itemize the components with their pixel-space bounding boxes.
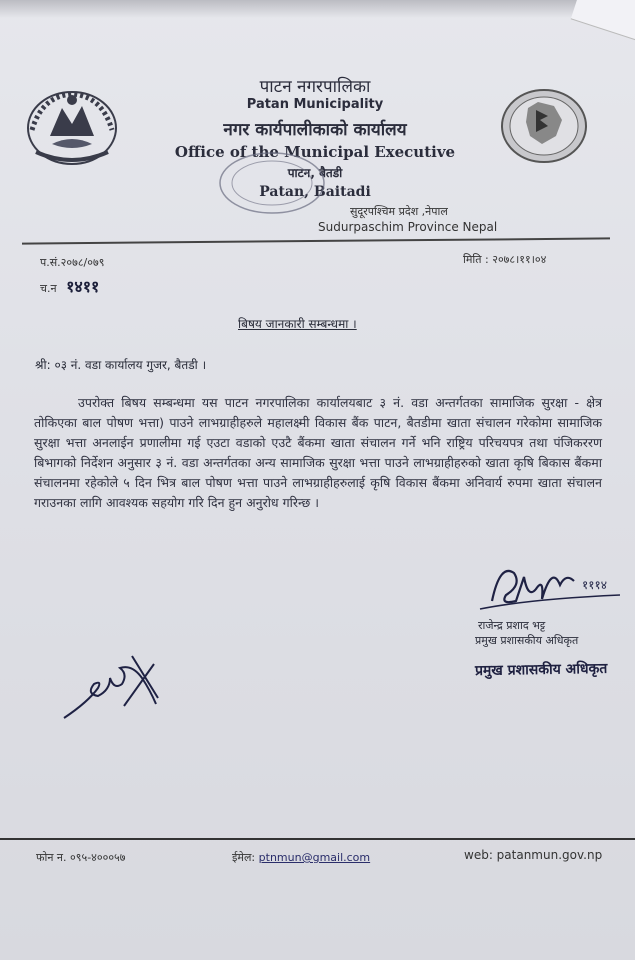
signature bbox=[470, 555, 620, 625]
place-en: Patan, Baitadi bbox=[259, 184, 371, 200]
letter-date: मिति : २०७८।११।०४ bbox=[463, 253, 547, 266]
nepal-emblem-logo bbox=[22, 86, 122, 168]
dispatch-label bbox=[40, 275, 99, 297]
designation-stamp: प्रमुख प्रशासकीय अधिकृत bbox=[474, 660, 608, 680]
header-divider bbox=[22, 237, 610, 244]
province-en: Sudurpaschim Province Nepal bbox=[318, 220, 498, 234]
page-shadow bbox=[0, 0, 635, 18]
dispatch-number-label: च.न bbox=[40, 282, 57, 295]
letter-body-text: उपरोक्त बिषय सम्बन्धमा यस पाटन नगरपालिका कार्यालयबाट ३ नं. वडा अन्तर्गतका सामाजिक सुरक्षा - क्षेत्र तोकिएका बाल पोषण भत्ता) पाउने लाभग्राहीहरुले महालक्ष्मी विकास बैंक पाटन, बैतडीमा खाता संचालन गरेकोमा सामाजिक सुरक्षा भत्ता अनलाईन प्रणालीमा गई एउटा वडाको एउटै बैंकमा खाता संचालन गर्ने भनि राष्ट्रिय परिचयपत्र तथा पंजिकररण बिभागको निर्देशन अनुसार ३ नं. वडा अन्तर्गतका अन्य सामाजिक सुरक्षा भत्ता पाउने लाभग्राहीहरुको खाता कृषि बिकास बैंकमा संचालनमा रहेकोले ५ दिन भित्र बाल पोषण भत्ता पाउने लाभग्राहीहरुलाई कृषि विकास बैंकमा अनिवार्य रुपमा खाता संचालन गराउनका लागि आवश्यक सहयोग गरि दिन हुन अनुरोध गरिन्छ । bbox=[34, 395, 602, 510]
round-office-stamp bbox=[212, 148, 332, 218]
footer-email-label: ईमेल: bbox=[232, 851, 256, 864]
footer-divider bbox=[0, 838, 635, 840]
municipality-name-np: पाटन नगरपालिका bbox=[259, 77, 371, 97]
letter-recipient: श्री: ०३ नं. वडा कार्यालय गुजर, बैतडी । bbox=[35, 358, 207, 372]
province-np: सुदूरपश्चिम प्रदेश ,नेपाल bbox=[350, 205, 448, 218]
office-name-en: Office of the Municipal Executive bbox=[174, 143, 456, 161]
paper-corner bbox=[571, 0, 635, 41]
dispatch-number: १४११ bbox=[66, 277, 100, 296]
footer-website[interactable]: web: patanmun.gov.np bbox=[464, 848, 603, 862]
footer-phone: फोन न. ०९५-४०००५७ bbox=[36, 851, 126, 864]
letter-body bbox=[34, 393, 602, 513]
letter-subject: बिषय जानकारी सम्बन्धमा । bbox=[238, 317, 357, 331]
svg-text:१११४: १११४ bbox=[582, 578, 607, 592]
footer-email bbox=[232, 850, 370, 865]
initial-mark bbox=[58, 650, 168, 725]
email-link[interactable]: ptnmun@gmail.com bbox=[258, 851, 371, 864]
signatory-name: राजेन्द्र प्रशाद भट्ट bbox=[478, 619, 546, 632]
signatory-title: प्रमुख प्रशासकीय अधिकृत bbox=[475, 634, 579, 647]
municipality-seal-logo bbox=[498, 86, 590, 166]
municipality-name-en: Patan Municipality bbox=[246, 97, 384, 112]
place-np: पाटन, बैतडी bbox=[287, 166, 343, 180]
reference-number: प.सं.२०७८/०७९ bbox=[40, 256, 105, 269]
office-name-np: नगर कार्यपालीकाको कार्यालय bbox=[223, 120, 407, 140]
